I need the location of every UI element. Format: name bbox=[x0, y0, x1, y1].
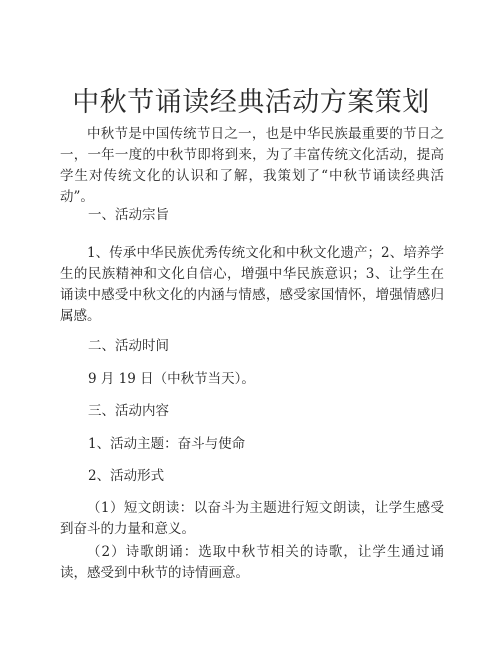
activity-theme: 1、活动主题：奋斗与使命 bbox=[88, 436, 246, 452]
form-heading: 2、活动形式 bbox=[88, 468, 165, 484]
time-text: 9 月 19 日（中秋节当天）。 bbox=[88, 371, 255, 387]
intro-paragraph: 中秋节是中国传统节日之一，也是中华民族最重要的节日之一，一年一度的中秋节即将到来，为了丰富传统文化活动，提高学生对传统文化的认识和了解，我策划了“中秋节诵读经典活动”。 bbox=[60, 126, 444, 205]
time-heading: 二、活动时间 bbox=[88, 338, 169, 354]
purpose-heading: 一、活动宗旨 bbox=[88, 207, 169, 223]
document-title: 中秋节诵读经典活动方案策划 bbox=[72, 87, 430, 118]
purpose-paragraph: 1、传承中华民族优秀传统文化和中秋文化遗产；2、培养学生的民族精神和文化自信心，增强中华民族意识；3、让学生在诵读中感受中秋文化的内涵与情感，感受家国情怀，增强情感归属感。 bbox=[60, 245, 444, 324]
form-item-reading: （1）短文朗读：以奋斗为主题进行短文朗读，让学生感受到奋斗的力量和意义。 bbox=[60, 500, 444, 537]
form-item-poetry: （2）诗歌朗诵：选取中秋节相关的诗歌，让学生通过诵读，感受到中秋节的诗情画意。 bbox=[60, 544, 444, 581]
content-heading: 三、活动内容 bbox=[88, 403, 169, 419]
